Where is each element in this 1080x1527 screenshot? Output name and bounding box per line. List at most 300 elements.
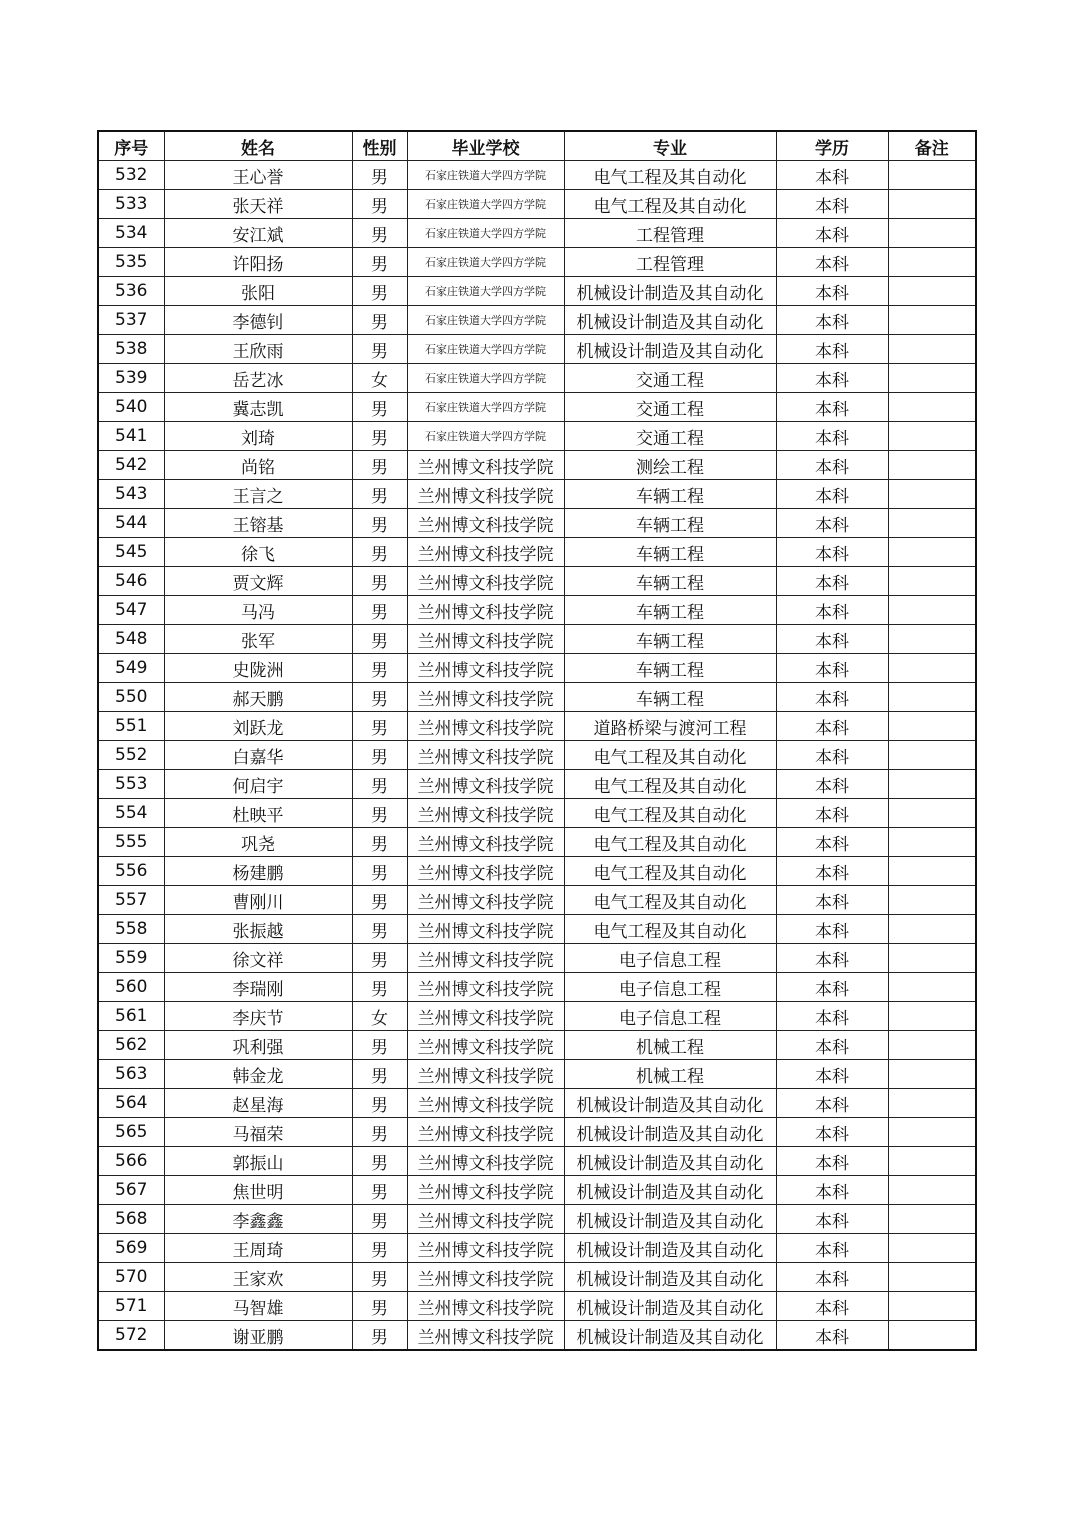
cell-gender: 男 bbox=[352, 741, 407, 770]
cell-major: 机械设计制造及其自动化 bbox=[564, 1205, 776, 1234]
cell-major: 交通工程 bbox=[564, 422, 776, 451]
cell-degree: 本科 bbox=[776, 1176, 888, 1205]
table-row bbox=[98, 1205, 976, 1234]
cell-school: 石家庄铁道大学四方学院 bbox=[407, 422, 564, 451]
cell-school: 兰州博文科技学院 bbox=[407, 1292, 564, 1321]
cell-no: 546 bbox=[98, 567, 164, 596]
cell-name: 张振越 bbox=[164, 915, 352, 944]
cell-school: 兰州博文科技学院 bbox=[407, 973, 564, 1002]
cell-name: 岳艺冰 bbox=[164, 364, 352, 393]
cell-degree: 本科 bbox=[776, 1089, 888, 1118]
cell-school: 兰州博文科技学院 bbox=[407, 1060, 564, 1089]
cell-note bbox=[888, 1089, 976, 1118]
cell-major: 电气工程及其自动化 bbox=[564, 915, 776, 944]
cell-school: 石家庄铁道大学四方学院 bbox=[407, 248, 564, 277]
cell-name: 史陇洲 bbox=[164, 654, 352, 683]
cell-no: 570 bbox=[98, 1263, 164, 1292]
cell-major: 机械设计制造及其自动化 bbox=[564, 1147, 776, 1176]
table-row bbox=[98, 393, 976, 422]
cell-name: 杨建鹏 bbox=[164, 857, 352, 886]
cell-degree: 本科 bbox=[776, 277, 888, 306]
cell-school: 石家庄铁道大学四方学院 bbox=[407, 161, 564, 190]
table-row bbox=[98, 364, 976, 393]
cell-degree: 本科 bbox=[776, 364, 888, 393]
cell-school: 兰州博文科技学院 bbox=[407, 857, 564, 886]
cell-note bbox=[888, 944, 976, 973]
cell-degree: 本科 bbox=[776, 1118, 888, 1147]
cell-note bbox=[888, 625, 976, 654]
header-cell-major: 专业 bbox=[564, 131, 776, 161]
cell-no: 565 bbox=[98, 1118, 164, 1147]
table-row bbox=[98, 944, 976, 973]
cell-major: 电气工程及其自动化 bbox=[564, 857, 776, 886]
cell-degree: 本科 bbox=[776, 712, 888, 741]
cell-major: 电气工程及其自动化 bbox=[564, 770, 776, 799]
cell-school: 兰州博文科技学院 bbox=[407, 509, 564, 538]
cell-name: 赵星海 bbox=[164, 1089, 352, 1118]
cell-no: 539 bbox=[98, 364, 164, 393]
cell-school: 兰州博文科技学院 bbox=[407, 538, 564, 567]
cell-note bbox=[888, 1234, 976, 1263]
table-row bbox=[98, 915, 976, 944]
cell-degree: 本科 bbox=[776, 509, 888, 538]
table-row bbox=[98, 1118, 976, 1147]
cell-major: 电子信息工程 bbox=[564, 1002, 776, 1031]
table-row bbox=[98, 422, 976, 451]
cell-school: 兰州博文科技学院 bbox=[407, 886, 564, 915]
cell-school: 兰州博文科技学院 bbox=[407, 1205, 564, 1234]
table-row bbox=[98, 1060, 976, 1089]
table-row bbox=[98, 712, 976, 741]
cell-no: 559 bbox=[98, 944, 164, 973]
cell-note bbox=[888, 248, 976, 277]
cell-school: 兰州博文科技学院 bbox=[407, 451, 564, 480]
table-row bbox=[98, 857, 976, 886]
cell-note bbox=[888, 1060, 976, 1089]
table-row bbox=[98, 161, 976, 190]
cell-gender: 男 bbox=[352, 1234, 407, 1263]
cell-no: 557 bbox=[98, 886, 164, 915]
header-cell-note: 备注 bbox=[888, 131, 976, 161]
cell-major: 机械设计制造及其自动化 bbox=[564, 306, 776, 335]
cell-gender: 女 bbox=[352, 364, 407, 393]
cell-name: 贾文辉 bbox=[164, 567, 352, 596]
cell-name: 谢亚鹏 bbox=[164, 1321, 352, 1351]
cell-major: 交通工程 bbox=[564, 393, 776, 422]
cell-major: 电气工程及其自动化 bbox=[564, 886, 776, 915]
cell-name: 张军 bbox=[164, 625, 352, 654]
cell-gender: 男 bbox=[352, 770, 407, 799]
cell-school: 兰州博文科技学院 bbox=[407, 944, 564, 973]
cell-note bbox=[888, 277, 976, 306]
cell-note bbox=[888, 538, 976, 567]
cell-gender: 男 bbox=[352, 915, 407, 944]
cell-note bbox=[888, 1205, 976, 1234]
cell-school: 石家庄铁道大学四方学院 bbox=[407, 364, 564, 393]
cell-gender: 男 bbox=[352, 683, 407, 712]
table-row bbox=[98, 306, 976, 335]
header-cell-school: 毕业学校 bbox=[407, 131, 564, 161]
table-row bbox=[98, 770, 976, 799]
cell-note bbox=[888, 190, 976, 219]
cell-school: 兰州博文科技学院 bbox=[407, 1263, 564, 1292]
table-row bbox=[98, 335, 976, 364]
header-cell-no: 序号 bbox=[98, 131, 164, 161]
cell-degree: 本科 bbox=[776, 190, 888, 219]
cell-gender: 男 bbox=[352, 277, 407, 306]
cell-school: 石家庄铁道大学四方学院 bbox=[407, 306, 564, 335]
cell-degree: 本科 bbox=[776, 973, 888, 1002]
cell-note bbox=[888, 306, 976, 335]
cell-degree: 本科 bbox=[776, 1147, 888, 1176]
cell-no: 563 bbox=[98, 1060, 164, 1089]
cell-no: 552 bbox=[98, 741, 164, 770]
cell-note bbox=[888, 770, 976, 799]
cell-no: 536 bbox=[98, 277, 164, 306]
cell-degree: 本科 bbox=[776, 770, 888, 799]
cell-note bbox=[888, 219, 976, 248]
cell-note bbox=[888, 393, 976, 422]
cell-no: 540 bbox=[98, 393, 164, 422]
cell-degree: 本科 bbox=[776, 451, 888, 480]
cell-degree: 本科 bbox=[776, 335, 888, 364]
cell-note bbox=[888, 886, 976, 915]
cell-note bbox=[888, 973, 976, 1002]
cell-major: 道路桥梁与渡河工程 bbox=[564, 712, 776, 741]
cell-major: 车辆工程 bbox=[564, 625, 776, 654]
cell-degree: 本科 bbox=[776, 480, 888, 509]
cell-name: 李德钊 bbox=[164, 306, 352, 335]
cell-degree: 本科 bbox=[776, 828, 888, 857]
cell-gender: 男 bbox=[352, 973, 407, 1002]
cell-major: 电子信息工程 bbox=[564, 944, 776, 973]
cell-school: 石家庄铁道大学四方学院 bbox=[407, 190, 564, 219]
cell-gender: 男 bbox=[352, 1118, 407, 1147]
cell-major: 工程管理 bbox=[564, 219, 776, 248]
cell-note bbox=[888, 1263, 976, 1292]
cell-note bbox=[888, 364, 976, 393]
cell-major: 车辆工程 bbox=[564, 654, 776, 683]
cell-no: 562 bbox=[98, 1031, 164, 1060]
cell-no: 554 bbox=[98, 799, 164, 828]
cell-note bbox=[888, 1176, 976, 1205]
cell-name: 马冯 bbox=[164, 596, 352, 625]
cell-gender: 男 bbox=[352, 1205, 407, 1234]
table-row bbox=[98, 248, 976, 277]
cell-no: 556 bbox=[98, 857, 164, 886]
table-row bbox=[98, 1176, 976, 1205]
cell-school: 石家庄铁道大学四方学院 bbox=[407, 335, 564, 364]
cell-no: 561 bbox=[98, 1002, 164, 1031]
cell-school: 兰州博文科技学院 bbox=[407, 654, 564, 683]
cell-name: 王言之 bbox=[164, 480, 352, 509]
cell-note bbox=[888, 567, 976, 596]
cell-note bbox=[888, 161, 976, 190]
header-cell-degree: 学历 bbox=[776, 131, 888, 161]
table-row bbox=[98, 567, 976, 596]
cell-degree: 本科 bbox=[776, 596, 888, 625]
cell-degree: 本科 bbox=[776, 422, 888, 451]
cell-no: 547 bbox=[98, 596, 164, 625]
header-row bbox=[98, 131, 976, 161]
cell-name: 张阳 bbox=[164, 277, 352, 306]
cell-gender: 男 bbox=[352, 248, 407, 277]
cell-note bbox=[888, 422, 976, 451]
cell-school: 兰州博文科技学院 bbox=[407, 1321, 564, 1351]
table-row bbox=[98, 741, 976, 770]
cell-note bbox=[888, 741, 976, 770]
table-row bbox=[98, 1089, 976, 1118]
cell-note bbox=[888, 1118, 976, 1147]
cell-note bbox=[888, 857, 976, 886]
cell-no: 555 bbox=[98, 828, 164, 857]
cell-major: 机械设计制造及其自动化 bbox=[564, 1234, 776, 1263]
cell-note bbox=[888, 480, 976, 509]
cell-gender: 男 bbox=[352, 1176, 407, 1205]
cell-degree: 本科 bbox=[776, 625, 888, 654]
cell-no: 571 bbox=[98, 1292, 164, 1321]
cell-note bbox=[888, 828, 976, 857]
cell-major: 机械设计制造及其自动化 bbox=[564, 1089, 776, 1118]
cell-gender: 男 bbox=[352, 654, 407, 683]
cell-major: 机械设计制造及其自动化 bbox=[564, 1292, 776, 1321]
cell-no: 560 bbox=[98, 973, 164, 1002]
cell-note bbox=[888, 596, 976, 625]
cell-note bbox=[888, 1292, 976, 1321]
cell-no: 534 bbox=[98, 219, 164, 248]
cell-note bbox=[888, 915, 976, 944]
cell-major: 车辆工程 bbox=[564, 596, 776, 625]
cell-name: 王周琦 bbox=[164, 1234, 352, 1263]
cell-school: 石家庄铁道大学四方学院 bbox=[407, 219, 564, 248]
cell-major: 电气工程及其自动化 bbox=[564, 161, 776, 190]
cell-note bbox=[888, 683, 976, 712]
table-row bbox=[98, 219, 976, 248]
cell-note bbox=[888, 799, 976, 828]
cell-gender: 男 bbox=[352, 538, 407, 567]
cell-degree: 本科 bbox=[776, 567, 888, 596]
cell-school: 兰州博文科技学院 bbox=[407, 480, 564, 509]
cell-name: 李鑫鑫 bbox=[164, 1205, 352, 1234]
cell-degree: 本科 bbox=[776, 1060, 888, 1089]
cell-degree: 本科 bbox=[776, 654, 888, 683]
cell-name: 王欣雨 bbox=[164, 335, 352, 364]
cell-major: 机械设计制造及其自动化 bbox=[564, 1321, 776, 1351]
cell-name: 杜映平 bbox=[164, 799, 352, 828]
cell-gender: 男 bbox=[352, 567, 407, 596]
cell-major: 电气工程及其自动化 bbox=[564, 741, 776, 770]
cell-gender: 男 bbox=[352, 422, 407, 451]
table-row bbox=[98, 451, 976, 480]
cell-gender: 男 bbox=[352, 712, 407, 741]
cell-major: 车辆工程 bbox=[564, 480, 776, 509]
cell-gender: 男 bbox=[352, 1089, 407, 1118]
cell-name: 焦世明 bbox=[164, 1176, 352, 1205]
cell-name: 白嘉华 bbox=[164, 741, 352, 770]
cell-name: 王家欢 bbox=[164, 1263, 352, 1292]
table-row bbox=[98, 1234, 976, 1263]
cell-school: 兰州博文科技学院 bbox=[407, 770, 564, 799]
table-row bbox=[98, 509, 976, 538]
cell-degree: 本科 bbox=[776, 683, 888, 712]
cell-major: 电气工程及其自动化 bbox=[564, 799, 776, 828]
cell-gender: 男 bbox=[352, 625, 407, 654]
cell-gender: 男 bbox=[352, 1060, 407, 1089]
cell-school: 兰州博文科技学院 bbox=[407, 567, 564, 596]
cell-no: 545 bbox=[98, 538, 164, 567]
cell-degree: 本科 bbox=[776, 799, 888, 828]
cell-name: 刘跃龙 bbox=[164, 712, 352, 741]
cell-school: 兰州博文科技学院 bbox=[407, 1118, 564, 1147]
cell-name: 王心誉 bbox=[164, 161, 352, 190]
cell-note bbox=[888, 335, 976, 364]
cell-no: 532 bbox=[98, 161, 164, 190]
cell-degree: 本科 bbox=[776, 161, 888, 190]
cell-major: 交通工程 bbox=[564, 364, 776, 393]
cell-no: 535 bbox=[98, 248, 164, 277]
cell-major: 车辆工程 bbox=[564, 683, 776, 712]
cell-gender: 男 bbox=[352, 596, 407, 625]
table-row bbox=[98, 654, 976, 683]
cell-gender: 男 bbox=[352, 1147, 407, 1176]
cell-no: 549 bbox=[98, 654, 164, 683]
table-row bbox=[98, 277, 976, 306]
table-row bbox=[98, 538, 976, 567]
cell-school: 兰州博文科技学院 bbox=[407, 828, 564, 857]
cell-major: 机械设计制造及其自动化 bbox=[564, 335, 776, 364]
cell-major: 电气工程及其自动化 bbox=[564, 190, 776, 219]
cell-major: 电气工程及其自动化 bbox=[564, 828, 776, 857]
cell-name: 冀志凯 bbox=[164, 393, 352, 422]
cell-school: 兰州博文科技学院 bbox=[407, 712, 564, 741]
cell-name: 李瑞刚 bbox=[164, 973, 352, 1002]
cell-major: 工程管理 bbox=[564, 248, 776, 277]
cell-no: 543 bbox=[98, 480, 164, 509]
cell-degree: 本科 bbox=[776, 1234, 888, 1263]
cell-gender: 男 bbox=[352, 799, 407, 828]
cell-no: 568 bbox=[98, 1205, 164, 1234]
table-row bbox=[98, 886, 976, 915]
cell-name: 马智雄 bbox=[164, 1292, 352, 1321]
cell-name: 徐飞 bbox=[164, 538, 352, 567]
table-row bbox=[98, 1292, 976, 1321]
cell-degree: 本科 bbox=[776, 306, 888, 335]
cell-school: 兰州博文科技学院 bbox=[407, 1234, 564, 1263]
cell-degree: 本科 bbox=[776, 886, 888, 915]
cell-name: 郝天鹏 bbox=[164, 683, 352, 712]
cell-no: 553 bbox=[98, 770, 164, 799]
cell-no: 569 bbox=[98, 1234, 164, 1263]
cell-no: 550 bbox=[98, 683, 164, 712]
cell-gender: 男 bbox=[352, 857, 407, 886]
header-cell-name: 姓名 bbox=[164, 131, 352, 161]
cell-name: 李庆节 bbox=[164, 1002, 352, 1031]
table-row bbox=[98, 1263, 976, 1292]
cell-name: 韩金龙 bbox=[164, 1060, 352, 1089]
cell-note bbox=[888, 712, 976, 741]
cell-gender: 男 bbox=[352, 393, 407, 422]
cell-school: 兰州博文科技学院 bbox=[407, 915, 564, 944]
cell-name: 巩利强 bbox=[164, 1031, 352, 1060]
cell-no: 541 bbox=[98, 422, 164, 451]
cell-gender: 男 bbox=[352, 1321, 407, 1351]
cell-degree: 本科 bbox=[776, 219, 888, 248]
cell-school: 兰州博文科技学院 bbox=[407, 625, 564, 654]
cell-no: 566 bbox=[98, 1147, 164, 1176]
cell-no: 572 bbox=[98, 1321, 164, 1351]
cell-no: 551 bbox=[98, 712, 164, 741]
cell-degree: 本科 bbox=[776, 857, 888, 886]
cell-gender: 男 bbox=[352, 480, 407, 509]
cell-degree: 本科 bbox=[776, 538, 888, 567]
cell-name: 安江斌 bbox=[164, 219, 352, 248]
cell-school: 兰州博文科技学院 bbox=[407, 1176, 564, 1205]
cell-name: 刘琦 bbox=[164, 422, 352, 451]
table-row bbox=[98, 1321, 976, 1351]
cell-name: 张天祥 bbox=[164, 190, 352, 219]
cell-degree: 本科 bbox=[776, 393, 888, 422]
cell-gender: 男 bbox=[352, 509, 407, 538]
cell-degree: 本科 bbox=[776, 1292, 888, 1321]
cell-no: 537 bbox=[98, 306, 164, 335]
table-row bbox=[98, 799, 976, 828]
cell-no: 538 bbox=[98, 335, 164, 364]
cell-major: 电子信息工程 bbox=[564, 973, 776, 1002]
cell-major: 机械设计制造及其自动化 bbox=[564, 1118, 776, 1147]
cell-note bbox=[888, 1031, 976, 1060]
cell-no: 542 bbox=[98, 451, 164, 480]
cell-degree: 本科 bbox=[776, 1321, 888, 1351]
cell-gender: 男 bbox=[352, 944, 407, 973]
header-cell-gender: 性别 bbox=[352, 131, 407, 161]
cell-gender: 男 bbox=[352, 219, 407, 248]
cell-name: 尚铭 bbox=[164, 451, 352, 480]
cell-no: 564 bbox=[98, 1089, 164, 1118]
cell-no: 544 bbox=[98, 509, 164, 538]
cell-gender: 男 bbox=[352, 335, 407, 364]
table-row bbox=[98, 828, 976, 857]
cell-no: 567 bbox=[98, 1176, 164, 1205]
table-row bbox=[98, 596, 976, 625]
cell-gender: 男 bbox=[352, 1031, 407, 1060]
cell-degree: 本科 bbox=[776, 1205, 888, 1234]
cell-degree: 本科 bbox=[776, 1031, 888, 1060]
table-row bbox=[98, 1002, 976, 1031]
cell-degree: 本科 bbox=[776, 1263, 888, 1292]
cell-degree: 本科 bbox=[776, 915, 888, 944]
cell-name: 郭振山 bbox=[164, 1147, 352, 1176]
cell-no: 533 bbox=[98, 190, 164, 219]
cell-degree: 本科 bbox=[776, 944, 888, 973]
cell-major: 机械设计制造及其自动化 bbox=[564, 277, 776, 306]
cell-major: 机械设计制造及其自动化 bbox=[564, 1176, 776, 1205]
cell-gender: 男 bbox=[352, 1263, 407, 1292]
cell-degree: 本科 bbox=[776, 741, 888, 770]
cell-note bbox=[888, 654, 976, 683]
cell-gender: 男 bbox=[352, 886, 407, 915]
cell-school: 兰州博文科技学院 bbox=[407, 741, 564, 770]
cell-major: 机械工程 bbox=[564, 1031, 776, 1060]
cell-school: 兰州博文科技学院 bbox=[407, 799, 564, 828]
cell-school: 兰州博文科技学院 bbox=[407, 1002, 564, 1031]
cell-school: 兰州博文科技学院 bbox=[407, 683, 564, 712]
cell-school: 石家庄铁道大学四方学院 bbox=[407, 393, 564, 422]
cell-gender: 男 bbox=[352, 306, 407, 335]
cell-name: 马福荣 bbox=[164, 1118, 352, 1147]
cell-school: 兰州博文科技学院 bbox=[407, 1147, 564, 1176]
cell-gender: 男 bbox=[352, 190, 407, 219]
cell-gender: 男 bbox=[352, 451, 407, 480]
